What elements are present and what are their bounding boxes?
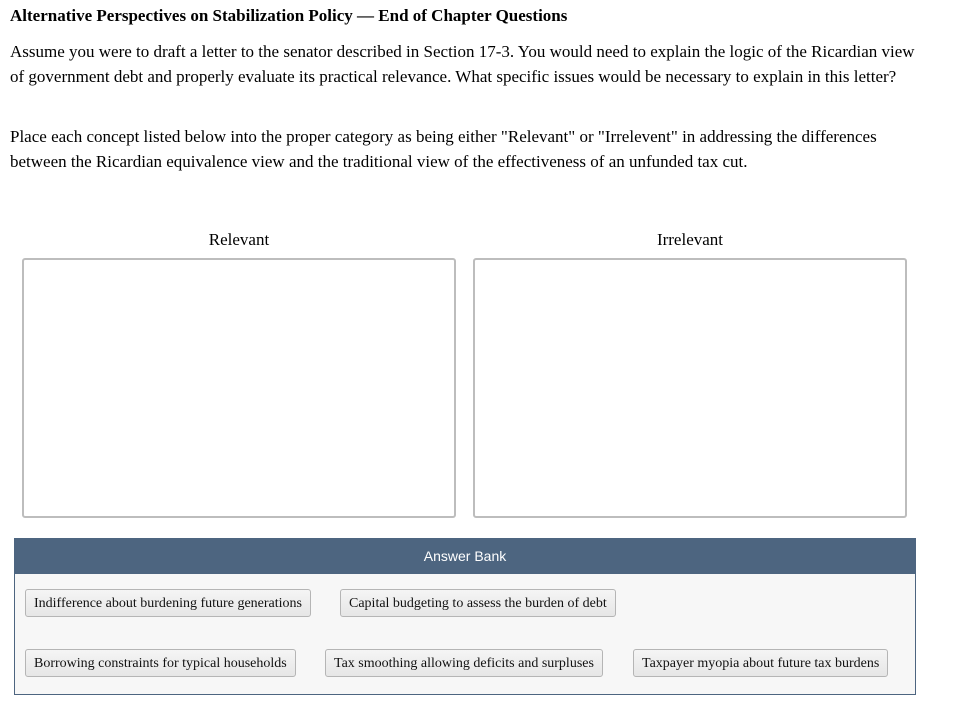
answer-chip[interactable]: Borrowing constraints for typical households bbox=[25, 649, 296, 677]
answer-chip[interactable]: Taxpayer myopia about future tax burdens bbox=[633, 649, 888, 677]
instruction-paragraph: Place each concept listed below into the proper category as being either "Relevant" or "Irrelevent" in addressing the differences between the Ricardian equivalence view and the traditional view of the effectiveness of an unfunded tax cut. bbox=[10, 127, 877, 171]
answer-bank bbox=[14, 538, 916, 695]
question-paragraph: Assume you were to draft a letter to the senator described in Section 17-3. You would need to explain the logic of the Ricardian view of government debt and properly evaluate its practical relevance. What specific issues would be necessary to explain in this letter? bbox=[10, 42, 915, 86]
page-title: Alternative Perspectives on Stabilization Policy — End of Chapter Questions bbox=[10, 6, 568, 25]
category-label-relevant: Relevant bbox=[208, 230, 270, 249]
answer-chip[interactable]: Tax smoothing allowing deficits and surpluses bbox=[325, 649, 603, 677]
answer-chip[interactable]: Capital budgeting to assess the burden of debt bbox=[340, 589, 616, 617]
drop-zone-relevant[interactable] bbox=[22, 258, 456, 518]
answer-bank-header: Answer Bank bbox=[15, 539, 915, 574]
drop-zone-irrelevant[interactable] bbox=[473, 258, 907, 518]
answer-chip[interactable]: Indifference about burdening future generations bbox=[25, 589, 311, 617]
category-label-irrelevant: Irrelevant bbox=[656, 230, 724, 249]
